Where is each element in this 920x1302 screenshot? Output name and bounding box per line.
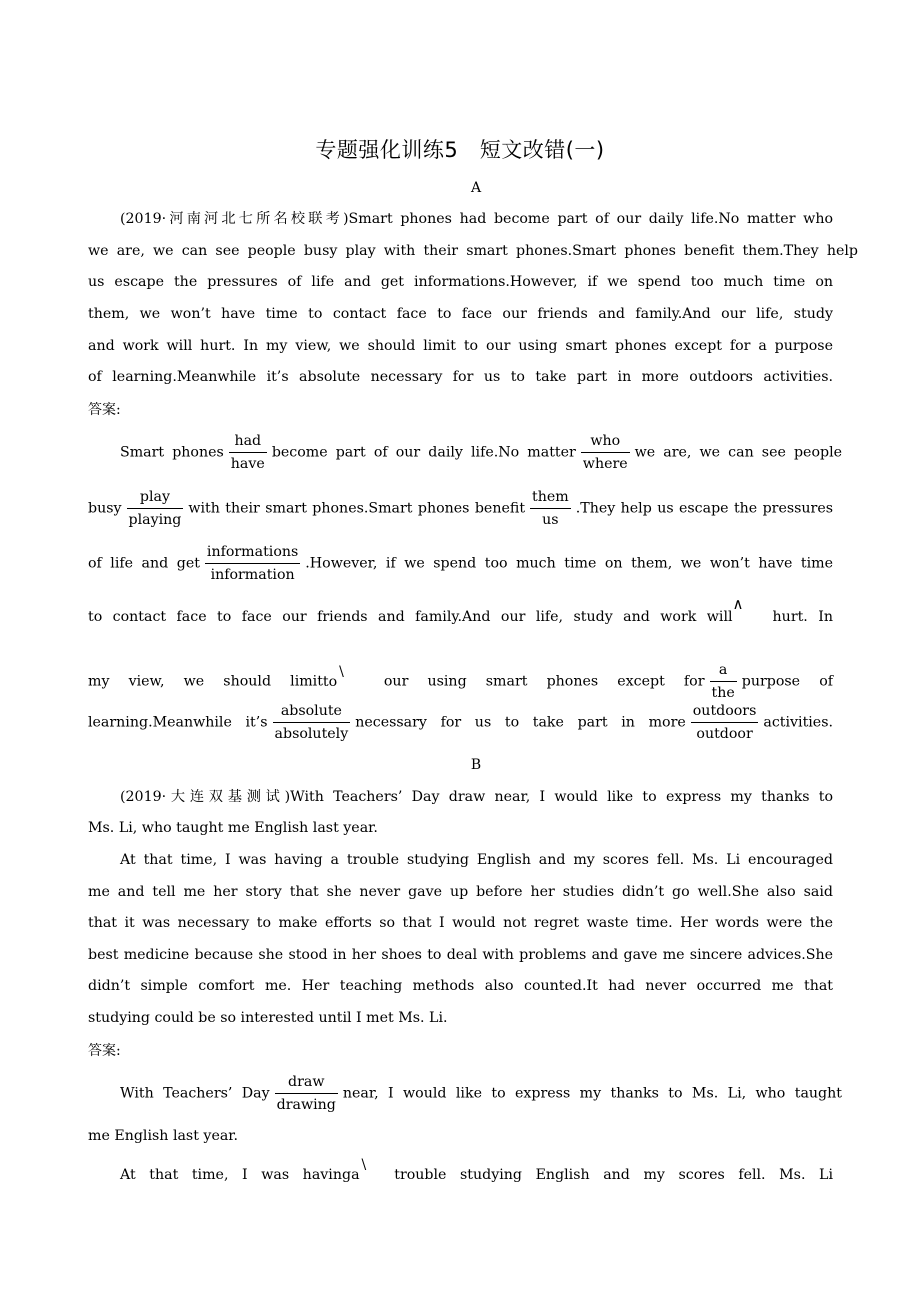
deleted-word: a\ xyxy=(351,1157,367,1183)
answer-b-line-2: me English last year. xyxy=(88,1128,239,1144)
answer-b-line-3: At that time, I was havinga\trouble studying English and my scores fell. Ms. Li xyxy=(120,1157,833,1183)
correction-fraction: play playing xyxy=(127,486,184,531)
deletion-mark-icon: \ xyxy=(339,663,344,680)
answer-b-line-1: With Teachers’ Day draw drawing near, I would like to express my thanks to Ms. Li, who taught xyxy=(120,1071,842,1116)
answer-a-line-3: of life and get informations information .However, if we spend too much time on them, we won’t have time xyxy=(88,541,833,586)
page-title: 专题强化训练5 短文改错(一) xyxy=(315,138,605,162)
section-a-line-6: of learning.Meanwhile it’s absolute necessary for us to take part in more outdoors activities. xyxy=(88,369,833,385)
answer-a-line-4: to contact face to face our friends and family.And our life, study and work will∧hurt. In xyxy=(88,595,833,625)
correction-fraction: absolute absolutely xyxy=(273,700,351,745)
section-a-line-1: (2019·河南河北七所名校联考)Smart phones had become part of our daily life.No matter who xyxy=(120,211,834,227)
section-b-line-6: best medicine because she stood in her shoes to deal with problems and gave me sincere advices.She xyxy=(88,947,833,963)
section-a-answer-label: 答案: xyxy=(88,402,121,418)
section-b-label: B xyxy=(470,757,482,773)
correction-fraction: informations information xyxy=(205,541,300,586)
correction-fraction: them us xyxy=(530,486,571,531)
correction-fraction: who where xyxy=(581,430,630,475)
correction-fraction: a the xyxy=(710,659,737,704)
section-b-answer-label: 答案: xyxy=(88,1043,121,1059)
section-a-line-4: them, we won’t have time to contact face to face our friends and family.And our life, study xyxy=(88,306,833,322)
section-b-line-2: Ms. Li, who taught me English last year. xyxy=(88,820,378,836)
correction-fraction: draw drawing xyxy=(275,1071,338,1116)
answer-a-line-5: my view, we should limitto\our using smart phones except for a the purpose of xyxy=(88,659,833,704)
section-b-line-1: (2019·大连双基测试)With Teachers’ Day draw near, I would like to express my thanks to xyxy=(120,789,834,805)
section-b-line-5: that it was necessary to make efforts so that I would not regret waste time. Her words were the xyxy=(88,915,833,931)
section-a-line-2: we are, we can see people busy play with their smart phones.Smart phones benefit them.They help xyxy=(88,243,858,259)
section-b-line-3: At that time, I was having a trouble studying English and my scores fell. Ms. Li encouraged xyxy=(120,852,833,868)
correction-fraction: had have xyxy=(229,430,267,475)
section-b-source: (2019·大连双基测试) xyxy=(120,789,291,805)
section-b-line-4: me and tell me her story that she never gave up before her studies didn’t go well.She also said xyxy=(88,884,833,900)
answer-a-line-1: Smart phones had have become part of our daily life.No matter who where we are, we can see people xyxy=(120,430,842,475)
section-a-source: (2019·河南河北七所名校联考) xyxy=(120,211,349,227)
answer-a-line-6: learning.Meanwhile it’s absolute absolutely necessary for us to take part in more outdoors outdoor activities. xyxy=(88,700,833,745)
correction-fraction: outdoors outdoor xyxy=(691,700,759,745)
section-b-line-8: studying could be so interested until I met Ms. Li. xyxy=(88,1010,448,1026)
insertion-mark-icon: ∧ xyxy=(732,595,744,613)
section-a-line-5: and work will hurt. In my view, we should limit to our using smart phones except for a purpose xyxy=(88,338,833,354)
section-a-line-3: us escape the pressures of life and get informations.However, if we spend too much time on xyxy=(88,274,833,290)
section-a-label: A xyxy=(470,180,482,196)
deleted-word: to\ xyxy=(322,663,344,690)
section-b-line-7: didn’t simple comfort me. Her teaching methods also counted.It had never occurred me that xyxy=(88,978,833,994)
answer-a-line-2: busy play playing with their smart phones.Smart phones benefit them us .They help us escape the pressures xyxy=(88,486,833,531)
deletion-mark-icon: \ xyxy=(361,1157,367,1173)
